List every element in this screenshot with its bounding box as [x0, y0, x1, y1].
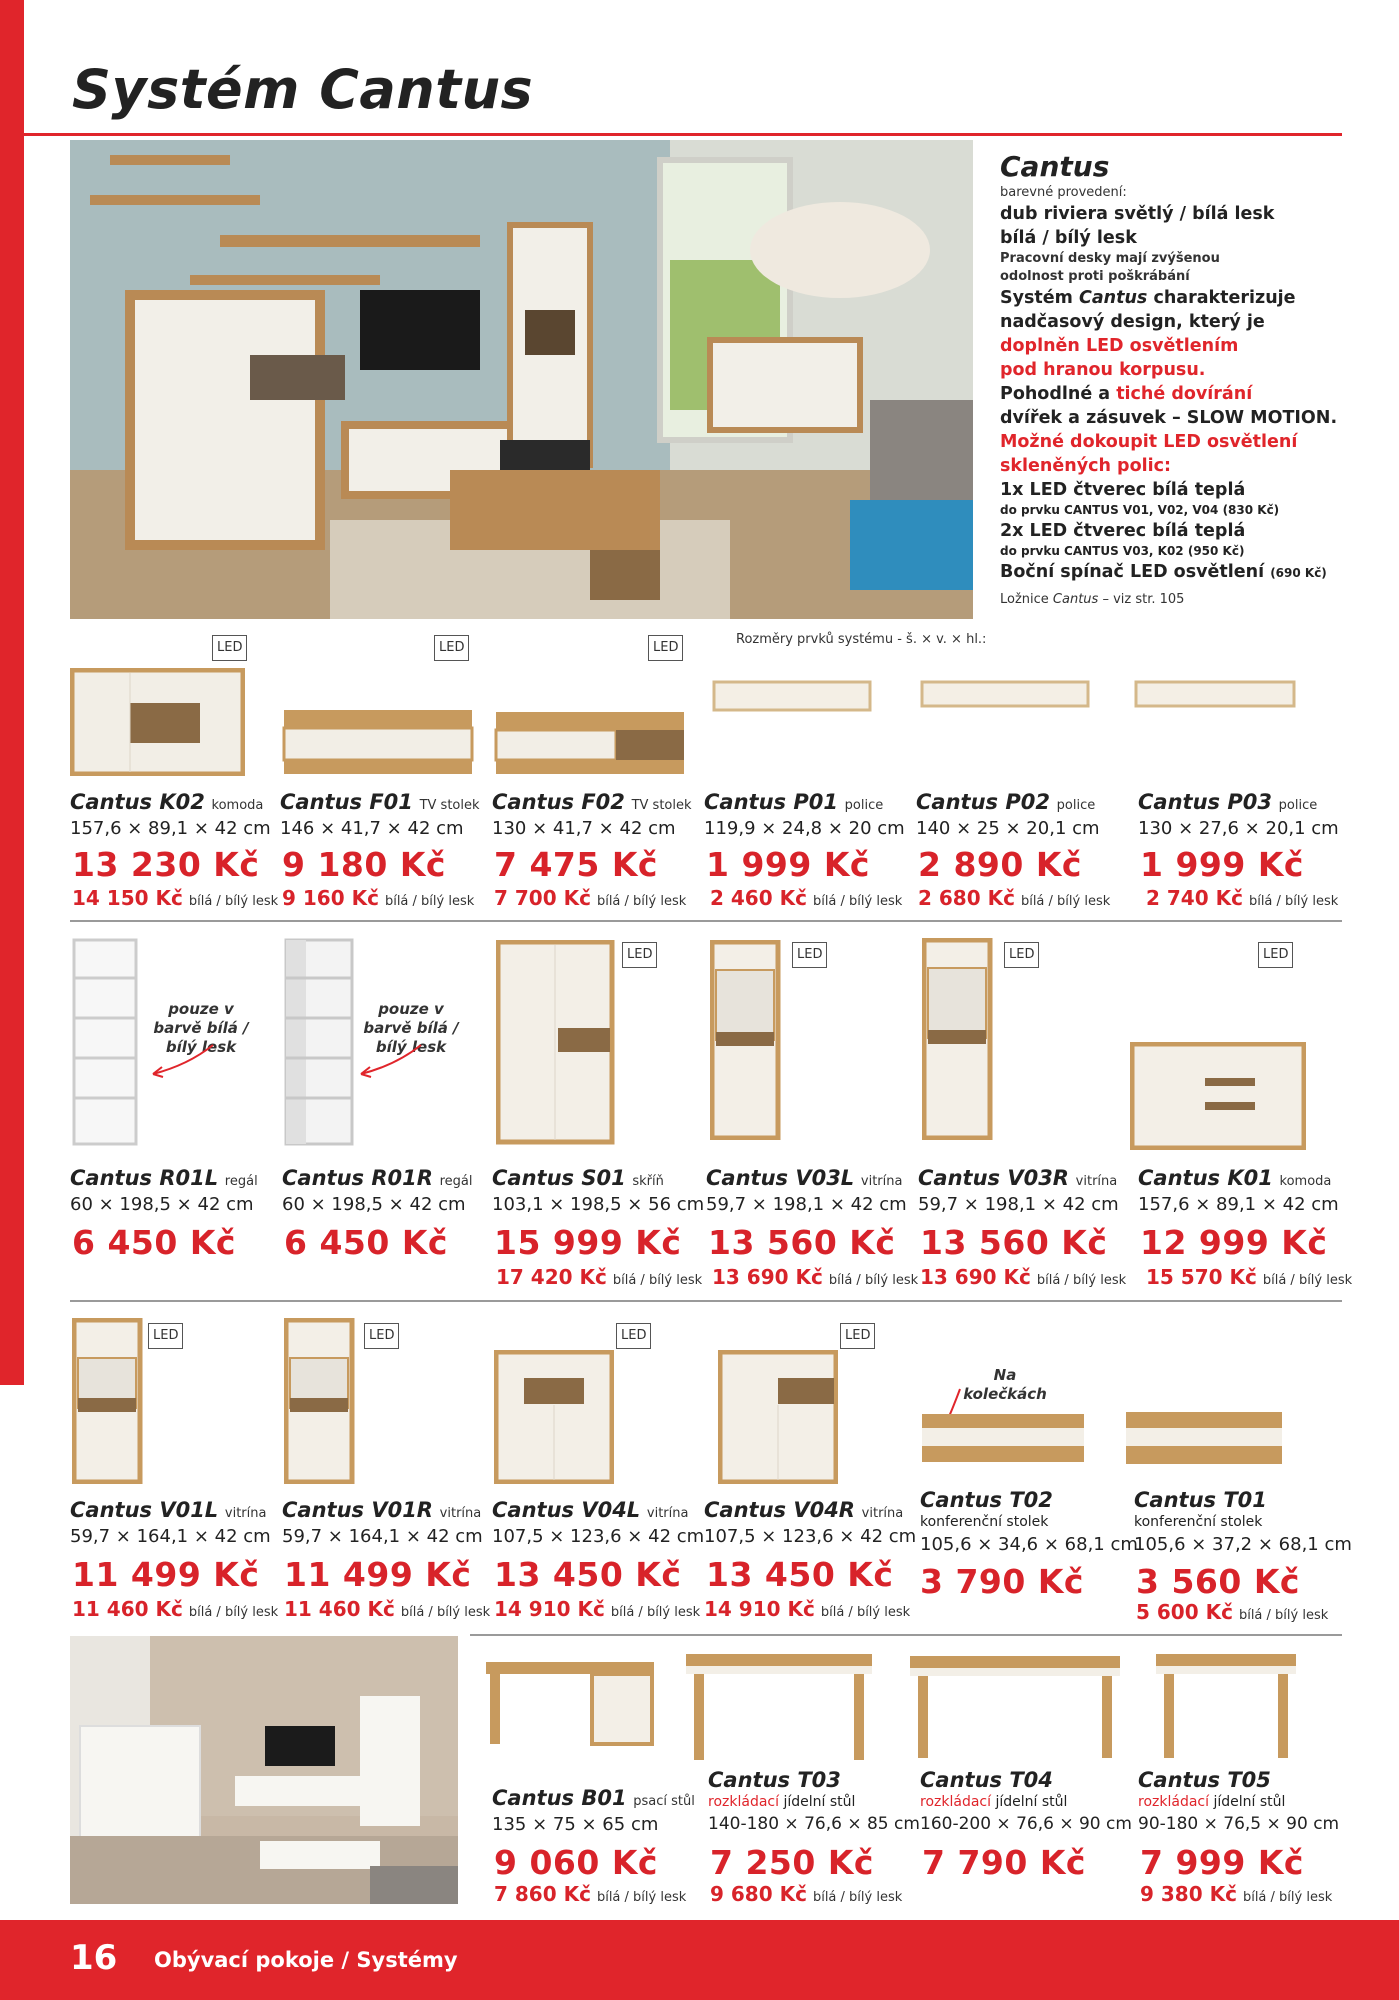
info-bedroom-b: Cantus: [1052, 592, 1099, 607]
product-price: 13 230 Kč: [72, 845, 260, 884]
product-image-b01: [484, 1660, 656, 1748]
price-alt-value: 11 460 Kč: [72, 1597, 183, 1621]
product-price: 9 180 Kč: [282, 845, 446, 884]
product-price-alt: [282, 886, 474, 910]
price-alt-finish: bílá / bílý lesk: [188, 894, 279, 909]
price-alt-finish: bílá / bílý lesk: [812, 894, 903, 909]
product-type: vitrína: [861, 1506, 904, 1521]
price-alt-finish: bílá / bílý lesk: [188, 1605, 279, 1620]
page-number: 16: [70, 1938, 118, 1978]
product-price-alt: [918, 886, 1110, 910]
product-image-v01r: [284, 1318, 356, 1484]
product-image-t03: [684, 1652, 874, 1764]
product-dims: 130 × 27,6 × 20,1 cm: [1138, 818, 1339, 839]
product-name: Cantus T03: [708, 1768, 841, 1792]
product-dims: 146 × 41,7 × 42 cm: [280, 818, 464, 839]
info-color-1: dub riviera světlý / bílá lesk: [1000, 204, 1275, 224]
product-name: Cantus R01R: [282, 1166, 433, 1190]
info-desc-1b: Cantus: [1079, 288, 1148, 308]
product-name-line: [1134, 1488, 1267, 1512]
page-footer: [0, 1920, 1399, 2000]
led-badge: LED: [434, 635, 469, 661]
price-alt-value: 15 570 Kč: [1146, 1265, 1257, 1289]
product-type: police: [1056, 798, 1096, 813]
info-opt-2-price: (950 Kč): [1187, 544, 1245, 558]
info-desc-1c: charakterizuje: [1147, 288, 1296, 308]
product-name-line: [916, 790, 1095, 814]
type-red: rozkládací: [708, 1794, 779, 1810]
product-price: 11 499 Kč: [284, 1555, 472, 1594]
type-red: rozkládací: [920, 1794, 991, 1810]
product-name-line: [492, 1498, 688, 1522]
product-image-r01r: [284, 938, 356, 1148]
info-opt-3-text: Boční spínač LED osvětlení: [1000, 562, 1265, 582]
product-price-alt: [72, 1597, 278, 1621]
product-price: 3 560 Kč: [1136, 1562, 1300, 1601]
product-type: skříň: [632, 1174, 664, 1189]
product-dims: 105,6 × 34,6 × 68,1 cm: [920, 1534, 1138, 1555]
product-name-line: [704, 1498, 903, 1522]
product-dims: 157,6 × 89,1 × 42 cm: [70, 818, 271, 839]
product-name-line: [492, 1166, 664, 1190]
product-type-line: [1138, 1794, 1285, 1810]
price-alt-value: 7 860 Kč: [494, 1882, 591, 1906]
price-alt-finish: bílá / bílý lesk: [820, 1605, 911, 1620]
product-price: 6 450 Kč: [72, 1223, 236, 1262]
section-label: Obývací pokoje / Systémy: [154, 1948, 458, 1972]
price-alt-value: 11 460 Kč: [284, 1597, 395, 1621]
info-scratch-1: Pracovní desky mají zvýšenou: [1000, 251, 1220, 266]
product-price: 13 560 Kč: [920, 1223, 1108, 1262]
product-name: Cantus V04R: [704, 1498, 855, 1522]
product-price: 1 999 Kč: [1140, 845, 1304, 884]
price-alt-finish: bílá / bílý lesk: [400, 1605, 491, 1620]
price-alt-finish: bílá / bílý lesk: [384, 894, 475, 909]
info-opt-2-note: [1000, 543, 1340, 560]
wheels-note: Na kolečkách: [963, 1366, 1047, 1403]
info-desc-1: [1000, 286, 1340, 310]
price-alt-value: 14 150 Kč: [72, 886, 183, 910]
product-price-alt: [494, 1882, 686, 1906]
product-type: police: [844, 798, 884, 813]
price-alt-value: 14 910 Kč: [494, 1597, 605, 1621]
product-price-alt: [494, 1597, 700, 1621]
type-rest: jídelní stůl: [995, 1794, 1068, 1810]
product-name: Cantus K01: [1138, 1166, 1273, 1190]
info-desc-1a: Systém: [1000, 288, 1079, 308]
product-name: Cantus P02: [916, 790, 1050, 814]
price-alt-value: 13 690 Kč: [920, 1265, 1031, 1289]
product-price-alt: [72, 886, 278, 910]
row-divider: [470, 1634, 1342, 1636]
product-name-line: [1138, 790, 1317, 814]
info-led-2: skleněných polic:: [1000, 456, 1171, 476]
product-image-v01l: [72, 1318, 144, 1484]
led-badge: LED: [364, 1323, 399, 1349]
type-rest: jídelní stůl: [783, 1794, 856, 1810]
product-image-r01l: [72, 938, 142, 1148]
product-name-line: [706, 1166, 902, 1190]
product-price-alt: [284, 1597, 490, 1621]
info-heading: Cantus: [1000, 150, 1110, 183]
product-name: Cantus K02: [70, 790, 205, 814]
price-alt-finish: bílá / bílý lesk: [1036, 1273, 1127, 1288]
product-price: 7 475 Kč: [494, 845, 658, 884]
product-price: 7 790 Kč: [922, 1843, 1086, 1882]
type-rest: jídelní stůl: [1213, 1794, 1286, 1810]
product-type: regál: [439, 1174, 473, 1189]
product-price: 7 999 Kč: [1140, 1843, 1304, 1882]
product-type: vitrína: [439, 1506, 482, 1521]
price-alt-finish: bílá / bílý lesk: [596, 894, 687, 909]
product-dims: 135 × 75 × 65 cm: [492, 1814, 659, 1835]
product-name: Cantus T04: [920, 1768, 1053, 1792]
price-alt-value: 9 160 Kč: [282, 886, 379, 910]
product-price-alt: [1136, 1600, 1328, 1624]
product-type: komoda: [211, 798, 264, 813]
product-name: Cantus F01: [280, 790, 413, 814]
product-name-line: [1138, 1166, 1331, 1190]
product-image-t05: [1154, 1652, 1298, 1762]
info-scratch-2: odolnost proti poškrábání: [1000, 269, 1190, 284]
product-image-k01: [1130, 1042, 1306, 1150]
price-alt-finish: bílá / bílý lesk: [610, 1605, 701, 1620]
product-name-line: [920, 1768, 1053, 1792]
info-desc-4: pod hranou korpusu.: [1000, 360, 1206, 380]
info-desc-3: doplněn LED osvětlením: [1000, 336, 1239, 356]
product-name-line: [280, 790, 480, 814]
info-led-1: Možné dokoupit LED osvětlení: [1000, 432, 1298, 452]
product-image-t04: [908, 1654, 1122, 1762]
product-type: vitrína: [1075, 1174, 1118, 1189]
price-alt-finish: bílá / bílý lesk: [1248, 894, 1339, 909]
product-name: Cantus V01R: [282, 1498, 433, 1522]
price-alt-value: 9 680 Kč: [710, 1882, 807, 1906]
product-dims: 60 × 198,5 × 42 cm: [282, 1194, 466, 1215]
info-desc-5a: Pohodlné a: [1000, 384, 1117, 404]
product-name-line: [708, 1768, 841, 1792]
product-name: Cantus V03L: [706, 1166, 855, 1190]
product-name: Cantus R01L: [70, 1166, 219, 1190]
product-image-v04l: [494, 1350, 614, 1484]
dimensions-note: Rozměry prvků systému - š. × v. × hl.:: [736, 632, 987, 647]
led-badge: LED: [648, 635, 683, 661]
product-name: Cantus P03: [1138, 790, 1272, 814]
led-badge: LED: [148, 1323, 183, 1349]
product-type: vitrína: [224, 1506, 267, 1521]
product-price: 15 999 Kč: [494, 1223, 682, 1262]
white-only-note: pouze v barvě bílá / bílý lesk: [363, 1000, 459, 1056]
product-dims: 105,6 × 37,2 × 68,1 cm: [1134, 1534, 1352, 1555]
price-alt-finish: bílá / bílý lesk: [1020, 894, 1111, 909]
product-image-p01: [712, 680, 872, 716]
info-desc-5b: tiché dovírání: [1116, 384, 1253, 404]
price-alt-value: 17 420 Kč: [496, 1265, 607, 1289]
info-opt-1-price: (830 Kč): [1222, 503, 1280, 517]
product-name-line: [918, 1166, 1117, 1190]
info-desc-6: dvířek a zásuvek – SLOW MOTION.: [1000, 408, 1338, 428]
product-dims: 140-180 × 76,6 × 85 cm: [708, 1814, 920, 1834]
product-type-line: [920, 1794, 1067, 1810]
product-type-line: [708, 1794, 855, 1810]
product-image-f02: [494, 710, 686, 776]
product-price: 7 250 Kč: [710, 1843, 874, 1882]
product-name-line: [920, 1488, 1053, 1512]
room-photo-white: [70, 1636, 458, 1904]
info-desc-2: nadčasový design, který je: [1000, 312, 1265, 332]
product-dims: 103,1 × 198,5 × 56 cm: [492, 1194, 705, 1215]
product-dims: 160-200 × 76,6 × 90 cm: [920, 1814, 1132, 1834]
product-dims: 90-180 × 76,5 × 90 cm: [1138, 1814, 1340, 1834]
left-red-bar: [0, 0, 24, 1385]
product-dims: 140 × 25 × 20,1 cm: [916, 818, 1100, 839]
price-alt-finish: bílá / bílý lesk: [812, 1890, 903, 1905]
led-badge: LED: [616, 1323, 651, 1349]
product-name: Cantus V01L: [70, 1498, 219, 1522]
product-price-alt: [496, 1265, 702, 1289]
product-image-k02: [70, 668, 245, 776]
product-name: Cantus S01: [492, 1166, 626, 1190]
product-name-line: [70, 1166, 258, 1190]
info-opt-1-note: [1000, 502, 1340, 519]
product-image-v04r: [718, 1350, 838, 1484]
info-desc-5: [1000, 382, 1340, 406]
price-alt-value: 2 740 Kč: [1146, 886, 1243, 910]
arrow-icon: [356, 1040, 426, 1080]
product-name-line: [492, 1786, 695, 1810]
product-price: 1 999 Kč: [706, 845, 870, 884]
price-alt-finish: bílá / bílý lesk: [596, 1890, 687, 1905]
product-name-line: [282, 1498, 481, 1522]
room-illustration: [70, 1636, 458, 1904]
led-badge: LED: [792, 942, 827, 968]
product-price-alt: [704, 1597, 910, 1621]
product-dims: 119,9 × 24,8 × 20 cm: [704, 818, 905, 839]
product-price-alt: [1146, 1265, 1352, 1289]
product-image-v03l: [710, 940, 782, 1140]
product-image-s01: [496, 940, 616, 1146]
product-price: 6 450 Kč: [284, 1223, 448, 1262]
product-name: Cantus B01: [492, 1786, 627, 1810]
product-type: regál: [224, 1174, 258, 1189]
row-divider: [70, 920, 1342, 922]
price-alt-value: 13 690 Kč: [712, 1265, 823, 1289]
product-dims: 59,7 × 198,1 × 42 cm: [918, 1194, 1119, 1215]
white-only-note: pouze v barvě bílá / bílý lesk: [153, 1000, 249, 1056]
price-alt-value: 2 680 Kč: [918, 886, 1015, 910]
product-price-alt: [494, 886, 686, 910]
info-color-2: bílá / bílý lesk: [1000, 228, 1137, 248]
price-alt-value: 9 380 Kč: [1140, 1882, 1237, 1906]
product-price: 12 999 Kč: [1140, 1223, 1328, 1262]
page-title: Systém Cantus: [72, 58, 534, 121]
product-price: 11 499 Kč: [72, 1555, 260, 1594]
product-price: 9 060 Kč: [494, 1843, 658, 1882]
info-opt-2: 2x LED čtverec bílá teplá: [1000, 521, 1246, 541]
product-name: Cantus T02: [920, 1488, 1053, 1512]
hero-illustration: [70, 140, 973, 619]
led-badge: LED: [212, 635, 247, 661]
info-color-label: barevné provedení:: [1000, 185, 1127, 200]
product-name: Cantus F02: [492, 790, 625, 814]
price-alt-finish: bílá / bílý lesk: [612, 1273, 703, 1288]
product-type: TV stolek: [631, 798, 692, 813]
product-price: 3 790 Kč: [920, 1562, 1084, 1601]
product-name: Cantus T05: [1138, 1768, 1271, 1792]
product-image-f01: [282, 708, 474, 776]
product-price-alt: [1140, 1882, 1332, 1906]
title-divider: [24, 133, 1342, 136]
type-red: rozkládací: [1138, 1794, 1209, 1810]
product-dims: 130 × 41,7 × 42 cm: [492, 818, 676, 839]
product-dims: 60 × 198,5 × 42 cm: [70, 1194, 254, 1215]
system-info-box: [1000, 150, 1340, 609]
led-badge: LED: [622, 942, 657, 968]
price-alt-finish: bílá / bílý lesk: [1262, 1273, 1353, 1288]
info-opt-2-note-text: do prvku CANTUS V03, K02: [1000, 544, 1184, 558]
info-opt-3: [1000, 560, 1340, 585]
led-badge: LED: [1258, 942, 1293, 968]
info-opt-1-note-text: do prvku CANTUS V01, V02, V04: [1000, 503, 1219, 517]
info-opt-3-price: (690 Kč): [1270, 566, 1327, 580]
product-name-line: [704, 790, 883, 814]
product-image-t01: [1124, 1410, 1284, 1468]
led-badge: LED: [840, 1323, 875, 1349]
product-dims: 157,6 × 89,1 × 42 cm: [1138, 1194, 1339, 1215]
product-dims: 107,5 × 123,6 × 42 cm: [492, 1526, 705, 1547]
product-type: komoda: [1279, 1174, 1332, 1189]
product-dims: 59,7 × 164,1 × 42 cm: [70, 1526, 271, 1547]
product-name-line: [70, 1498, 266, 1522]
product-image-p02: [920, 680, 1090, 716]
product-type: psací stůl: [633, 1794, 695, 1809]
price-alt-value: 5 600 Kč: [1136, 1600, 1233, 1624]
product-image-p03: [1134, 680, 1296, 716]
hero-living-room-photo: [70, 140, 973, 619]
product-name-line: [70, 790, 263, 814]
info-bedroom-ref: [1000, 591, 1340, 609]
price-alt-value: 7 700 Kč: [494, 886, 591, 910]
product-dims: 59,7 × 198,1 × 42 cm: [706, 1194, 907, 1215]
arrow-icon: [148, 1040, 218, 1080]
product-name: Cantus P01: [704, 790, 838, 814]
product-type: vitrína: [860, 1174, 903, 1189]
price-alt-value: 2 460 Kč: [710, 886, 807, 910]
product-type: konferenční stolek: [1134, 1514, 1263, 1530]
price-alt-finish: bílá / bílý lesk: [1242, 1890, 1333, 1905]
product-name-line: [1138, 1768, 1271, 1792]
product-price: 13 450 Kč: [494, 1555, 682, 1594]
product-price: 13 560 Kč: [708, 1223, 896, 1262]
product-type: TV stolek: [419, 798, 480, 813]
product-name: Cantus V04L: [492, 1498, 641, 1522]
led-badge: LED: [1004, 942, 1039, 968]
product-price-alt: [710, 886, 902, 910]
info-opt-1: 1x LED čtverec bílá teplá: [1000, 480, 1246, 500]
product-name-line: [492, 790, 692, 814]
info-bedroom-a: Ložnice: [1000, 592, 1053, 607]
product-price-alt: [920, 1265, 1126, 1289]
product-price-alt: [710, 1882, 902, 1906]
product-type: vitrína: [646, 1506, 689, 1521]
product-name: Cantus V03R: [918, 1166, 1069, 1190]
product-type: police: [1278, 798, 1318, 813]
price-alt-finish: bílá / bílý lesk: [828, 1273, 919, 1288]
product-name: Cantus T01: [1134, 1488, 1267, 1512]
info-bedroom-c: – viz str. 105: [1098, 592, 1185, 607]
product-image-v03r: [922, 938, 994, 1140]
product-image-t02: [920, 1412, 1086, 1466]
product-price: 13 450 Kč: [706, 1555, 894, 1594]
product-price: 2 890 Kč: [918, 845, 1082, 884]
price-alt-value: 14 910 Kč: [704, 1597, 815, 1621]
product-dims: 107,5 × 123,6 × 42 cm: [704, 1526, 917, 1547]
product-price-alt: [1146, 886, 1338, 910]
product-type: konferenční stolek: [920, 1514, 1049, 1530]
product-dims: 59,7 × 164,1 × 42 cm: [282, 1526, 483, 1547]
product-price-alt: [712, 1265, 918, 1289]
price-alt-finish: bílá / bílý lesk: [1238, 1608, 1329, 1623]
row-divider: [70, 1300, 1342, 1302]
product-name-line: [282, 1166, 472, 1190]
